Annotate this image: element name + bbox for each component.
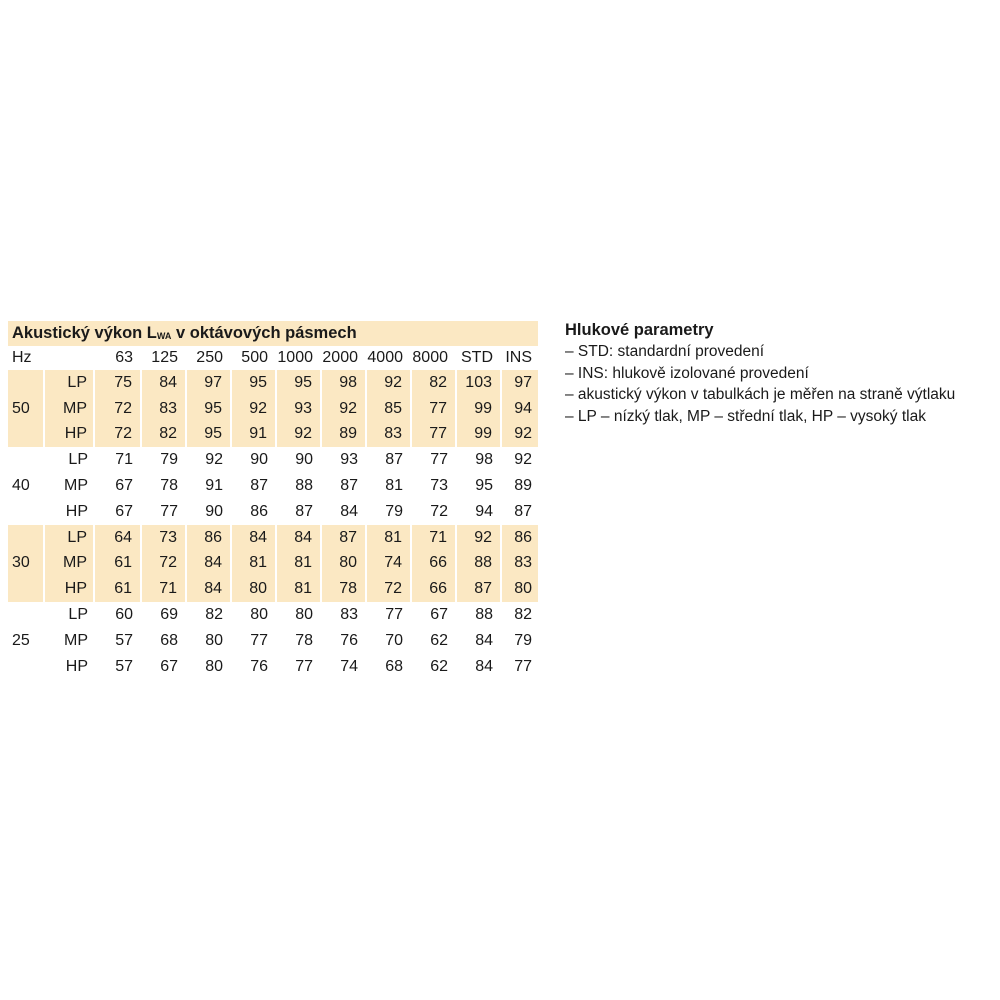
hz-cell: 25 bbox=[12, 631, 30, 649]
value-cell: 85 bbox=[366, 396, 411, 422]
value-cell: 79 bbox=[385, 502, 403, 520]
value-cell: 91 bbox=[231, 422, 276, 448]
value-cell: 73 bbox=[141, 525, 186, 551]
value-cell: 97 bbox=[501, 370, 538, 396]
value-cell: 87 bbox=[295, 502, 313, 520]
value-cell: 87 bbox=[514, 502, 532, 520]
value-cell: 81 bbox=[366, 525, 411, 551]
table-row bbox=[8, 628, 538, 654]
value-cell: 64 bbox=[94, 525, 141, 551]
value-cell: 97 bbox=[186, 370, 231, 396]
value-cell: 89 bbox=[321, 422, 366, 448]
value-cell: 82 bbox=[141, 422, 186, 448]
table-title-suffix: v oktávových pásmech bbox=[171, 324, 357, 342]
value-cell: 84 bbox=[186, 551, 231, 577]
value-cell: 77 bbox=[160, 502, 178, 520]
pressure-cell: MP bbox=[64, 477, 88, 495]
value-cell: 66 bbox=[411, 576, 456, 602]
value-cell: 87 bbox=[340, 477, 358, 495]
value-cell: 79 bbox=[514, 631, 532, 649]
value-cell: 95 bbox=[186, 396, 231, 422]
value-cell: 88 bbox=[475, 606, 493, 624]
value-cell: 90 bbox=[295, 451, 313, 469]
hz-cell bbox=[8, 370, 44, 396]
value-cell: 67 bbox=[115, 477, 133, 495]
value-cell: 92 bbox=[276, 422, 321, 448]
value-cell: 84 bbox=[186, 576, 231, 602]
note-line: – INS: hlukově izolované provedení bbox=[565, 364, 809, 382]
value-cell: 78 bbox=[160, 477, 178, 495]
sound-power-table bbox=[8, 321, 538, 680]
value-cell: 91 bbox=[205, 477, 223, 495]
value-cell: 80 bbox=[501, 576, 538, 602]
value-cell: 99 bbox=[456, 422, 501, 448]
value-cell: 95 bbox=[475, 477, 493, 495]
table-row bbox=[8, 551, 538, 577]
noise-parameters-notes bbox=[565, 319, 995, 427]
pressure-cell: HP bbox=[44, 576, 94, 602]
value-cell: 81 bbox=[231, 551, 276, 577]
value-cell: 72 bbox=[94, 396, 141, 422]
value-cell: 77 bbox=[385, 606, 403, 624]
value-cell: 82 bbox=[205, 606, 223, 624]
table-row bbox=[8, 576, 538, 602]
value-cell: 71 bbox=[411, 525, 456, 551]
value-cell: 92 bbox=[514, 451, 532, 469]
value-cell: 77 bbox=[430, 451, 448, 469]
column-header: 4000 bbox=[367, 349, 403, 366]
column-header: 8000 bbox=[412, 349, 448, 366]
table-title-text: Akustický výkon L bbox=[12, 324, 157, 342]
value-cell: 84 bbox=[340, 502, 358, 520]
table-row bbox=[8, 422, 538, 448]
value-cell: 94 bbox=[501, 396, 538, 422]
value-cell: 57 bbox=[115, 631, 133, 649]
value-cell: 67 bbox=[115, 502, 133, 520]
value-cell: 87 bbox=[321, 525, 366, 551]
frequency-group bbox=[8, 447, 538, 524]
value-cell: 94 bbox=[475, 502, 493, 520]
hz-cell bbox=[8, 525, 44, 551]
pressure-cell: HP bbox=[44, 422, 94, 448]
value-cell: 84 bbox=[141, 370, 186, 396]
pressure-cell: LP bbox=[68, 451, 88, 469]
value-cell: 82 bbox=[514, 606, 532, 624]
value-cell: 62 bbox=[430, 631, 448, 649]
column-header: STD bbox=[461, 349, 493, 366]
value-cell: 67 bbox=[430, 606, 448, 624]
pressure-cell: LP bbox=[44, 525, 94, 551]
value-cell: 81 bbox=[385, 477, 403, 495]
table-row bbox=[8, 525, 538, 551]
value-cell: 89 bbox=[514, 477, 532, 495]
column-header bbox=[44, 346, 94, 370]
value-cell: 93 bbox=[340, 451, 358, 469]
value-cell: 86 bbox=[250, 502, 268, 520]
value-cell: 68 bbox=[160, 631, 178, 649]
frequency-group bbox=[8, 602, 538, 679]
value-cell: 69 bbox=[160, 606, 178, 624]
value-cell: 95 bbox=[186, 422, 231, 448]
value-cell: 80 bbox=[205, 657, 223, 675]
value-cell: 76 bbox=[340, 631, 358, 649]
value-cell: 88 bbox=[456, 551, 501, 577]
value-cell: 77 bbox=[411, 422, 456, 448]
hz-cell bbox=[8, 422, 44, 448]
value-cell: 86 bbox=[501, 525, 538, 551]
value-cell: 84 bbox=[475, 631, 493, 649]
table-row bbox=[8, 447, 538, 473]
value-cell: 93 bbox=[276, 396, 321, 422]
value-cell: 86 bbox=[186, 525, 231, 551]
value-cell: 90 bbox=[250, 451, 268, 469]
value-cell: 77 bbox=[250, 631, 268, 649]
value-cell: 74 bbox=[366, 551, 411, 577]
table-title bbox=[8, 321, 538, 346]
value-cell: 88 bbox=[295, 477, 313, 495]
value-cell: 92 bbox=[321, 396, 366, 422]
table-row bbox=[8, 499, 538, 525]
value-cell: 67 bbox=[160, 657, 178, 675]
column-header: Hz bbox=[12, 349, 32, 366]
value-cell: 83 bbox=[366, 422, 411, 448]
value-cell: 92 bbox=[456, 525, 501, 551]
pressure-cell: HP bbox=[65, 502, 88, 520]
value-cell: 70 bbox=[385, 631, 403, 649]
value-cell: 72 bbox=[366, 576, 411, 602]
pressure-cell: LP bbox=[68, 606, 88, 624]
table-row bbox=[8, 654, 538, 680]
hz-cell bbox=[8, 654, 44, 680]
value-cell: 62 bbox=[430, 657, 448, 675]
column-header: 125 bbox=[151, 349, 178, 366]
value-cell: 84 bbox=[276, 525, 321, 551]
value-cell: 75 bbox=[94, 370, 141, 396]
value-cell: 87 bbox=[385, 451, 403, 469]
value-cell: 95 bbox=[231, 370, 276, 396]
value-cell: 80 bbox=[205, 631, 223, 649]
value-cell: 92 bbox=[501, 422, 538, 448]
value-cell: 76 bbox=[250, 657, 268, 675]
value-cell: 74 bbox=[340, 657, 358, 675]
value-cell: 92 bbox=[205, 451, 223, 469]
pressure-cell: MP bbox=[44, 396, 94, 422]
data-table bbox=[8, 346, 538, 680]
value-cell: 98 bbox=[321, 370, 366, 396]
frequency-group bbox=[8, 370, 538, 447]
notes-title: Hlukové parametry bbox=[565, 321, 714, 339]
hz-cell bbox=[8, 499, 44, 525]
pressure-cell: LP bbox=[44, 370, 94, 396]
value-cell: 83 bbox=[501, 551, 538, 577]
value-cell: 71 bbox=[115, 451, 133, 469]
column-header: 250 bbox=[196, 349, 223, 366]
value-cell: 95 bbox=[276, 370, 321, 396]
frequency-group bbox=[8, 525, 538, 602]
pressure-cell: MP bbox=[64, 631, 88, 649]
value-cell: 83 bbox=[141, 396, 186, 422]
value-cell: 72 bbox=[430, 502, 448, 520]
hz-cell bbox=[8, 576, 44, 602]
column-header: 2000 bbox=[322, 349, 358, 366]
table-row bbox=[8, 396, 538, 422]
table-row bbox=[8, 602, 538, 628]
hz-cell bbox=[8, 447, 44, 473]
value-cell: 77 bbox=[514, 657, 532, 675]
value-cell: 92 bbox=[366, 370, 411, 396]
value-cell: 80 bbox=[250, 606, 268, 624]
value-cell: 61 bbox=[94, 551, 141, 577]
note-line: – STD: standardní provedení bbox=[565, 343, 765, 360]
value-cell: 80 bbox=[231, 576, 276, 602]
table-row bbox=[8, 473, 538, 499]
value-cell: 99 bbox=[456, 396, 501, 422]
value-cell: 82 bbox=[411, 370, 456, 396]
value-cell: 80 bbox=[295, 606, 313, 624]
value-cell: 87 bbox=[250, 477, 268, 495]
value-cell: 77 bbox=[295, 657, 313, 675]
value-cell: 98 bbox=[475, 451, 493, 469]
pressure-cell: MP bbox=[44, 551, 94, 577]
pressure-cell: HP bbox=[65, 657, 88, 675]
value-cell: 71 bbox=[141, 576, 186, 602]
column-header: 500 bbox=[241, 349, 268, 366]
value-cell: 90 bbox=[205, 502, 223, 520]
hz-cell: 30 bbox=[8, 551, 44, 577]
value-cell: 87 bbox=[456, 576, 501, 602]
value-cell: 103 bbox=[456, 370, 501, 396]
column-header: 63 bbox=[115, 349, 133, 366]
note-line: – akustický výkon v tabulkách je měřen na straně výtlaku bbox=[565, 386, 956, 403]
value-cell: 57 bbox=[115, 657, 133, 675]
value-cell: 80 bbox=[321, 551, 366, 577]
value-cell: 77 bbox=[411, 396, 456, 422]
value-cell: 78 bbox=[295, 631, 313, 649]
column-header: 1000 bbox=[277, 349, 313, 366]
value-cell: 81 bbox=[276, 576, 321, 602]
value-cell: 92 bbox=[231, 396, 276, 422]
value-cell: 61 bbox=[94, 576, 141, 602]
hz-cell bbox=[8, 602, 44, 628]
hz-cell: 50 bbox=[8, 396, 44, 422]
value-cell: 79 bbox=[160, 451, 178, 469]
header-row bbox=[8, 346, 538, 370]
value-cell: 83 bbox=[340, 606, 358, 624]
column-header: INS bbox=[505, 349, 532, 366]
value-cell: 73 bbox=[430, 477, 448, 495]
value-cell: 66 bbox=[411, 551, 456, 577]
table-title-subscript: WA bbox=[156, 331, 172, 341]
value-cell: 60 bbox=[115, 606, 133, 624]
value-cell: 68 bbox=[385, 657, 403, 675]
value-cell: 84 bbox=[475, 657, 493, 675]
value-cell: 81 bbox=[276, 551, 321, 577]
value-cell: 78 bbox=[321, 576, 366, 602]
value-cell: 72 bbox=[94, 422, 141, 448]
table-row bbox=[8, 370, 538, 396]
value-cell: 72 bbox=[141, 551, 186, 577]
note-line: – LP – nízký tlak, MP – střední tlak, HP – vysoký tlak bbox=[565, 407, 926, 425]
hz-cell: 40 bbox=[12, 477, 30, 495]
value-cell: 84 bbox=[231, 525, 276, 551]
